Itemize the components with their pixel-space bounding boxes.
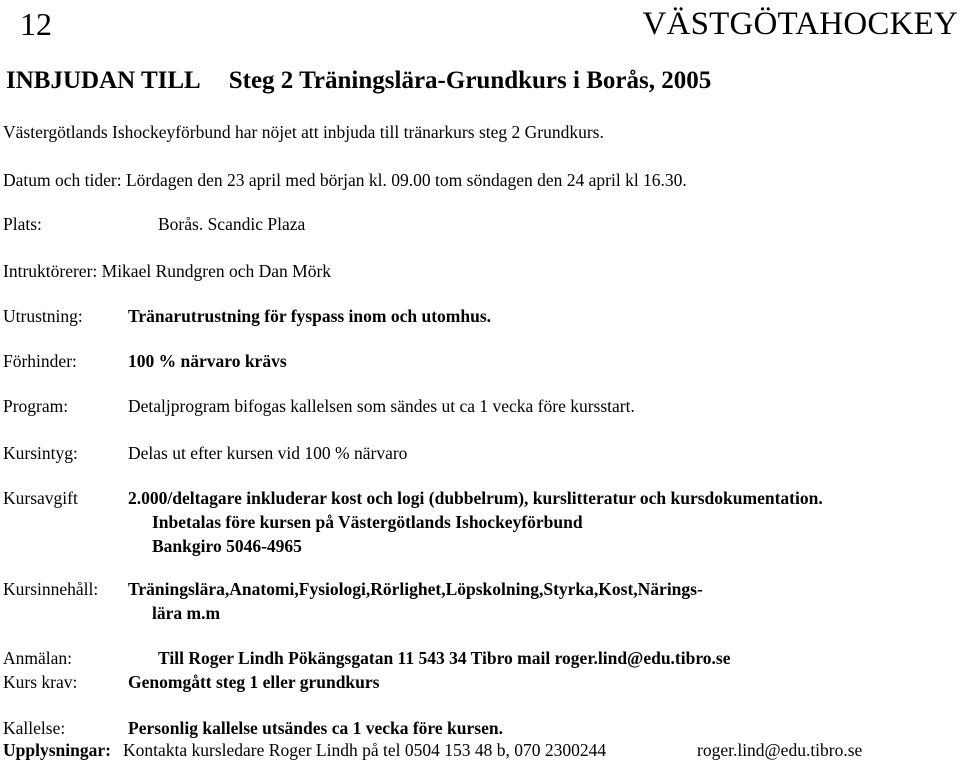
- anmalan-value: Till Roger Lindh Pökängsgatan 11 543 34 Tibro mail roger.lind@edu.tibro.se: [158, 648, 731, 668]
- kursintyg-label: Kursintyg:: [3, 443, 78, 463]
- title-part-2: Steg 2 Träningslära-Grundkurs i Borås, 2005: [228, 67, 712, 94]
- title-part-1: INBJUDAN TILL: [6, 67, 201, 94]
- anmalan-label: Anmälan:: [3, 648, 73, 668]
- plats-value: Borås. Scandic Plaza: [158, 214, 306, 234]
- program-label: Program:: [3, 396, 69, 416]
- forhinder-label: Förhinder:: [3, 351, 77, 371]
- datum-text: Datum och tider: Lördagen den 23 april med början kl. 09.00 tom söndagen den 24 april kl 16.30.: [3, 170, 687, 190]
- utrustning-label: Utrustning:: [3, 306, 83, 326]
- kurskrav-value: Genomgått steg 1 eller grundkurs: [128, 672, 380, 692]
- utrustning-value: Tränarutrustning för fyspass inom och utomhus.: [128, 306, 492, 326]
- kursavgift-line-1: 2.000/deltagare inkluderar kost och logi (dubbelrum), kurslitteratur och kursdokumentation.: [128, 488, 823, 508]
- kallelse-label: Kallelse:: [3, 718, 66, 738]
- kursavgift-line-3: Bankgiro 5046-4965: [152, 536, 302, 556]
- kursavgift-line-2: Inbetalas före kursen på Västergötlands Ishockeyförbund: [152, 512, 583, 532]
- intro-text: Västergötlands Ishockeyförbund har nöjet att inbjuda till tränarkurs steg 2 Grundkurs.: [3, 122, 604, 142]
- plats-label: Plats:: [3, 214, 42, 234]
- upplysningar-value: Kontakta kursledare Roger Lindh på tel 0504 153 48 b, 070 2300244: [123, 740, 607, 760]
- kursinnehall-line-1: Träningslära,Anatomi,Fysiologi,Rörlighet,Löpskolning,Styrka,Kost,Närings-: [128, 579, 703, 599]
- organization-name: VÄSTGÖTAHOCKEY: [642, 6, 958, 42]
- page-number: 12: [20, 6, 52, 42]
- upplysningar-email: roger.lind@edu.tibro.se: [697, 740, 863, 760]
- kurskrav-label: Kurs krav:: [3, 672, 78, 692]
- program-value: Detaljprogram bifogas kallelsen som sändes ut ca 1 vecka före kursstart.: [128, 396, 635, 416]
- kursinnehall-label: Kursinnehåll:: [3, 579, 99, 599]
- page-title: [6, 68, 711, 93]
- kursavgift-label: Kursavgift: [3, 488, 78, 508]
- upplysningar-label: Upplysningar:: [3, 740, 111, 760]
- kursinnehall-line-2: lära m.m: [152, 603, 221, 623]
- kursintyg-value: Delas ut efter kursen vid 100 % närvaro: [128, 443, 408, 463]
- kallelse-value: Personlig kallelse utsändes ca 1 vecka före kursen.: [128, 718, 503, 738]
- instruktorer-text: Intruktörerer: Mikael Rundgren och Dan Mörk: [3, 261, 332, 281]
- forhinder-value: 100 % närvaro krävs: [128, 351, 287, 371]
